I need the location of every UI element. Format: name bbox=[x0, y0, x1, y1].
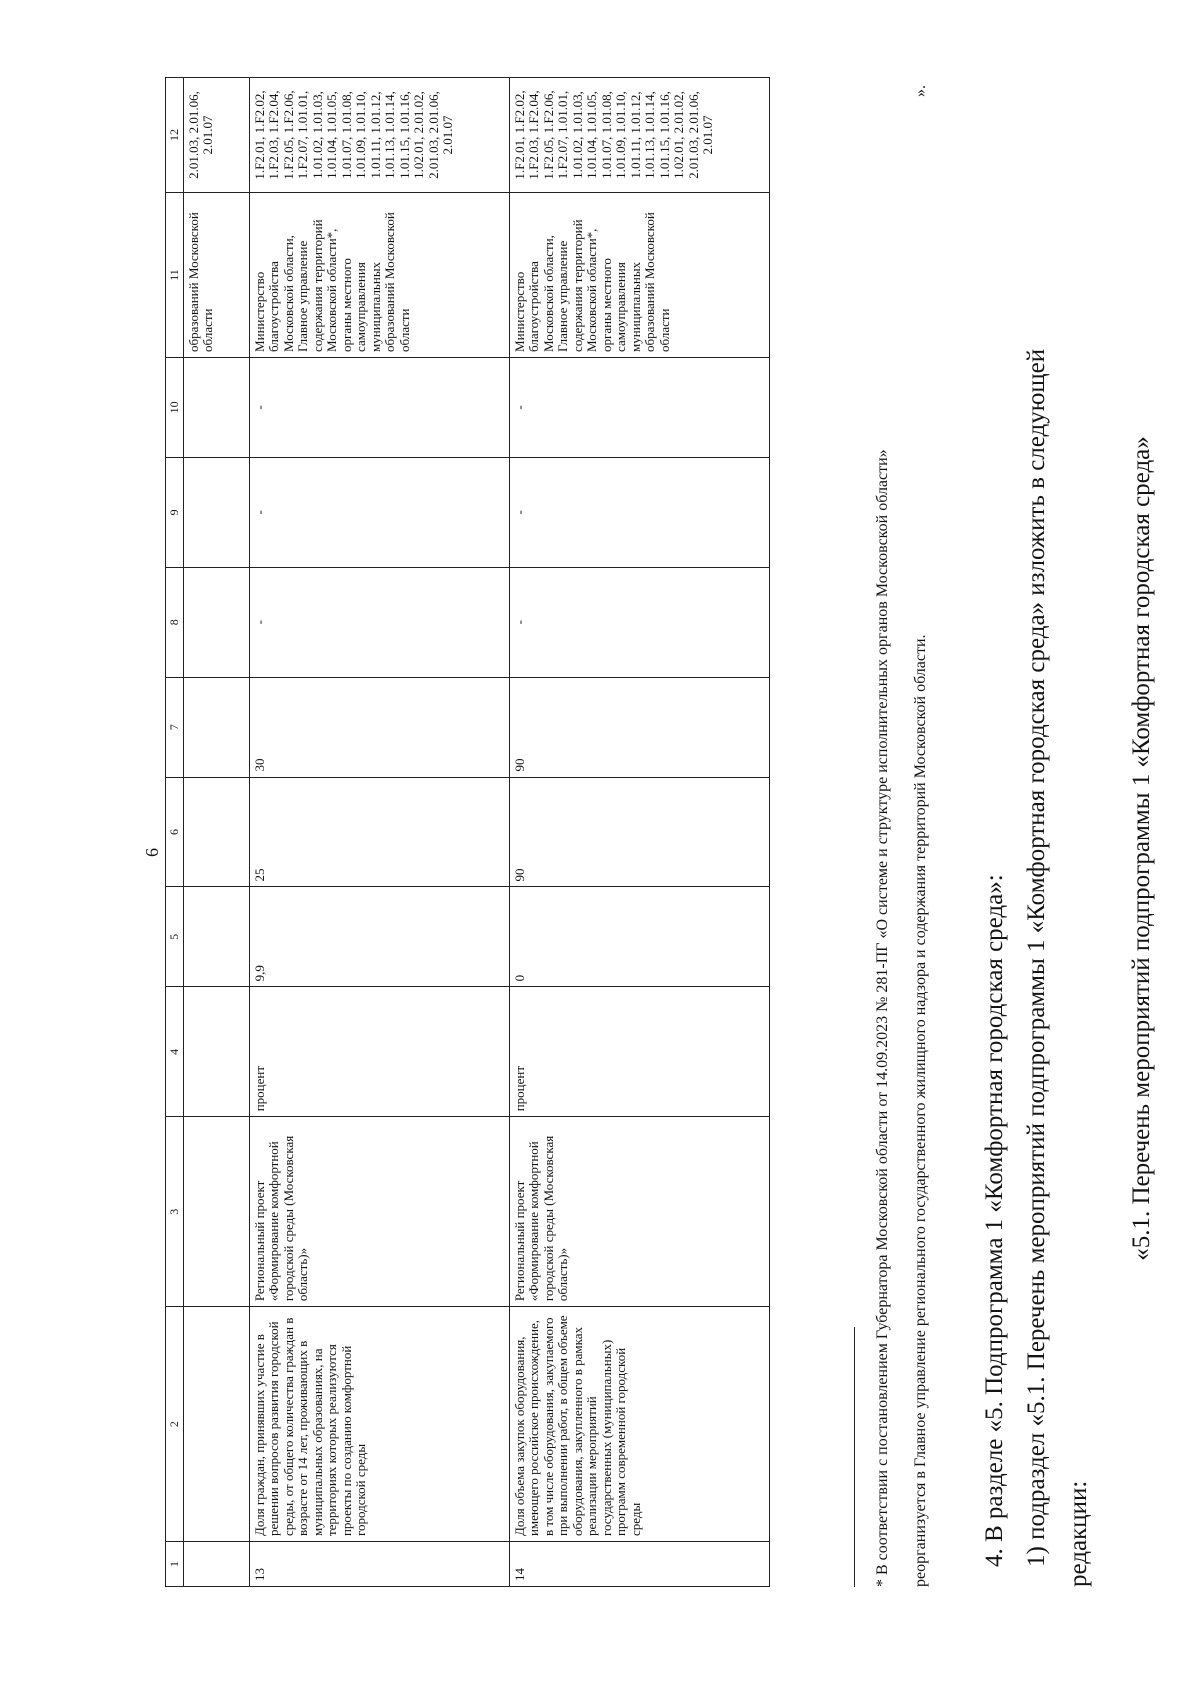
table-row bbox=[249, 78, 509, 1587]
cell-responsible: образований Московской области bbox=[183, 193, 249, 358]
subsection-1-text-cont: редакции: bbox=[1065, 1480, 1092, 1587]
cell-unit: процент bbox=[249, 987, 509, 1117]
header-cell: 10 bbox=[166, 357, 184, 457]
table-header-row bbox=[166, 78, 184, 1587]
cell-val7: 90 bbox=[509, 677, 769, 777]
footnote-line1: * В соответствии с постановлением Губернатора Московской области от 14.09.2023 № 281-ПГ «О системе и структуре исполнительных органов Московской области» bbox=[874, 449, 891, 1587]
cell-unit: процент bbox=[509, 987, 769, 1117]
cell-indicator: Доля объема закупок оборудования, имеющего российское происхождение, в том числе оборудования, закупаемого при выполнении работ, в общем объеме оборудования, закупленного в рамках реализации мероприятий государственных (муниципальных) программ современной городской среды bbox=[509, 1307, 769, 1542]
table-row bbox=[509, 78, 769, 1587]
cell-num: 13 bbox=[249, 1542, 509, 1587]
section-5-1-title: «5.1. Перечень мероприятий подпрограммы 1 «Комфортная городская среда» bbox=[1128, 436, 1155, 1261]
cell-project: Региональный проект «Формирование комфортной городской среды (Московская область)» bbox=[249, 1117, 509, 1307]
cell-responsible: Министерство благоустройства Московской области, Главное управление содержания территорий Московской области*, органы местного самоуправления муниципальных образований Московской области bbox=[509, 193, 769, 358]
section-4-heading: 4. В разделе «5. Подпрограмма 1 «Комфортная городская среда»: bbox=[981, 874, 1008, 1567]
cell-val7: 30 bbox=[249, 677, 509, 777]
header-cell: 9 bbox=[166, 457, 184, 567]
cell-indicator: Доля граждан, принявших участие в решении вопросов развития городской среды, от общего количества граждан в возрасте от 14 лет, проживающих в муниципальных образованиях, на территориях которых реализуются проекты по созданию комфортной городской среды bbox=[249, 1307, 509, 1542]
cell-project bbox=[183, 1117, 249, 1307]
cell-responsible: Министерство благоустройства Московской области, Главное управление содержания территорий Московской области*, органы местного самоуправления муниципальных образований Московской области bbox=[249, 193, 509, 358]
table-row bbox=[183, 78, 249, 1587]
header-cell: 2 bbox=[166, 1307, 184, 1542]
header-cell: 4 bbox=[166, 987, 184, 1117]
cell-base bbox=[183, 887, 249, 987]
cell-val10: - bbox=[509, 357, 769, 457]
cell-val9: - bbox=[509, 457, 769, 567]
cell-val6 bbox=[183, 777, 249, 887]
subsection-1-text: 1) подраздел «5.1. Перечень мероприятий подпрограммы 1 «Комфортная городская среда» изложить в следующей bbox=[1023, 348, 1050, 1567]
cell-base: 0 bbox=[509, 887, 769, 987]
cell-val8 bbox=[183, 567, 249, 677]
page-number: 6 bbox=[142, 848, 162, 857]
footnote-divider bbox=[854, 1327, 855, 1587]
header-cell: 6 bbox=[166, 777, 184, 887]
header-cell: 12 bbox=[166, 78, 184, 193]
cell-val9 bbox=[183, 457, 249, 567]
cell-base: 9,9 bbox=[249, 887, 509, 987]
header-cell: 11 bbox=[166, 193, 184, 358]
cell-num bbox=[183, 1542, 249, 1587]
cell-val9: - bbox=[249, 457, 509, 567]
cell-codes: 1.F2.01, 1.F2.02, 1.F2.03, 1.F2.04, 1.F2.05, 1.F2.06, 1.F2.07, 1.01.01, 1.01.02, 1.01.03, 1.01.04, 1.01.05, 1.01.07, 1.01.08, 1.01.09, 1.01.10, 1.01.11, 1.01.12, 1.01.13, 1.01.14, 1.01.15, 1.01.16, 1.02.01, 2.01.02, 2.01.03, 2.01.06, 2.01.07 bbox=[509, 78, 769, 193]
header-cell: 8 bbox=[166, 567, 184, 677]
cell-codes: 1.F2.01, 1.F2.02, 1.F2.03, 1.F2.04, 1.F2.05, 1.F2.06, 1.F2.07, 1.01.01, 1.01.02, 1.01.03, 1.01.04, 1.01.05, 1.01.07, 1.01.08, 1.01.09, 1.01.10, 1.01.11, 1.01.12, 1.01.13, 1.01.14, 1.01.15, 1.01.16, 1.02.01, 2.01.02, 2.01.03, 2.01.06, 2.01.07 bbox=[249, 78, 509, 193]
footnote-closing-quote: ». bbox=[912, 85, 929, 97]
header-cell: 1 bbox=[166, 1542, 184, 1587]
cell-val6: 25 bbox=[249, 777, 509, 887]
cell-val8: - bbox=[249, 567, 509, 677]
cell-val8: - bbox=[509, 567, 769, 677]
header-cell: 7 bbox=[166, 677, 184, 777]
header-cell: 5 bbox=[166, 887, 184, 987]
cell-val6: 90 bbox=[509, 777, 769, 887]
cell-codes: 2.01.03, 2.01.06, 2.01.07 bbox=[183, 78, 249, 193]
footnote-line2: реорганизуется в Главное управление регионального государственного жилищного надзора и содержания территорий Московской области. bbox=[912, 634, 929, 1587]
cell-val10 bbox=[183, 357, 249, 457]
header-cell: 3 bbox=[166, 1117, 184, 1307]
cell-project: Региональный проект «Формирование комфортной городской среды (Московская область)» bbox=[509, 1117, 769, 1307]
cell-val10: - bbox=[249, 357, 509, 457]
footnote bbox=[864, 87, 940, 1587]
cell-val7 bbox=[183, 677, 249, 777]
cell-indicator bbox=[183, 1307, 249, 1542]
cell-unit bbox=[183, 987, 249, 1117]
cell-num: 14 bbox=[509, 1542, 769, 1587]
indicators-table bbox=[165, 77, 770, 1587]
